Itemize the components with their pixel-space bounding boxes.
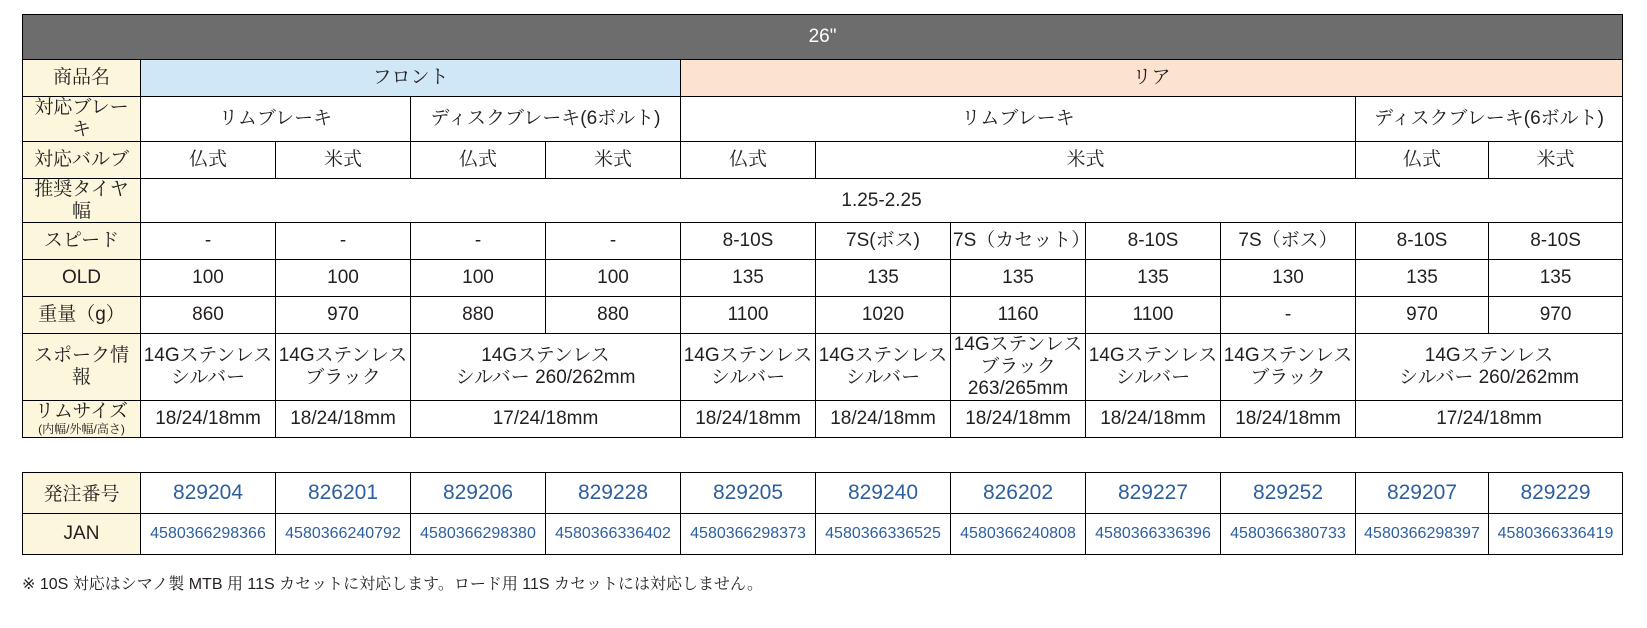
brake-rear-rim: リムブレーキ (681, 97, 1356, 142)
row-label-rim-size-sub: (内幅/外幅/高さ) (38, 422, 125, 437)
rim-size-cell: 18/24/18mm (276, 400, 411, 437)
row-label-brake: 対応ブレーキ (23, 97, 141, 142)
jan-cell: 4580366240808 (951, 513, 1086, 554)
order-no-cell: 826201 (276, 472, 411, 513)
valve-cell: 仏式 (681, 141, 816, 178)
weight-cell: 1020 (816, 297, 951, 334)
row-label-weight: 重量（g） (23, 297, 141, 334)
rim-size-cell: 18/24/18mm (951, 400, 1086, 437)
valve-cell: 米式 (276, 141, 411, 178)
speed-cell: 7S（ボス） (1221, 223, 1356, 260)
jan-cell: 4580366298366 (141, 513, 276, 554)
spoke-row (23, 334, 1623, 401)
row-label-product-name: 商品名 (23, 60, 141, 97)
speed-cell: 8-10S (1086, 223, 1221, 260)
old-cell: 135 (1356, 260, 1489, 297)
spoke-cell: 14Gステンレス ブラック (1221, 334, 1356, 401)
old-cell: 135 (1086, 260, 1221, 297)
rim-size-cell: 18/24/18mm (1221, 400, 1356, 437)
brake-front-rim: リムブレーキ (141, 97, 411, 142)
tire-width-row (23, 178, 1623, 223)
valve-cell: 仏式 (1356, 141, 1489, 178)
rim-size-cell: 18/24/18mm (681, 400, 816, 437)
valve-row (23, 141, 1623, 178)
rim-size-cell: 18/24/18mm (816, 400, 951, 437)
weight-row (23, 297, 1623, 334)
weight-cell: 970 (1489, 297, 1623, 334)
spoke-cell: 14Gステンレス ブラック (276, 334, 411, 401)
valve-cell: 仏式 (411, 141, 546, 178)
speed-cell: - (276, 223, 411, 260)
rim-size-cell: 17/24/18mm (1356, 400, 1623, 437)
rim-size-cell: 18/24/18mm (1086, 400, 1221, 437)
speed-cell: - (546, 223, 681, 260)
valve-cell: 米式 (816, 141, 1356, 178)
valve-cell: 仏式 (141, 141, 276, 178)
order-no-cell: 829227 (1086, 472, 1221, 513)
weight-cell: 1100 (1086, 297, 1221, 334)
order-no-cell: 826202 (951, 472, 1086, 513)
row-label-tire-width: 推奨タイヤ幅 (23, 178, 141, 223)
weight-cell: - (1221, 297, 1356, 334)
old-cell: 135 (951, 260, 1086, 297)
speed-cell: - (141, 223, 276, 260)
jan-row (23, 513, 1623, 554)
product-name-row (23, 60, 1623, 97)
rim-size-row (23, 400, 1623, 437)
speed-cell: - (411, 223, 546, 260)
brake-rear-disc: ディスクブレーキ(6ボルト) (1356, 97, 1623, 142)
order-no-row (23, 472, 1623, 513)
old-cell: 100 (141, 260, 276, 297)
row-label-spoke: スポーク情報 (23, 334, 141, 401)
speed-cell: 8-10S (1489, 223, 1623, 260)
row-label-jan: JAN (23, 513, 141, 554)
row-label-rim-size-main: リムサイズ (34, 401, 129, 423)
row-label-rim-size (23, 400, 141, 437)
order-no-cell: 829252 (1221, 472, 1356, 513)
spoke-cell: 14Gステンレス シルバー (1086, 334, 1221, 401)
row-label-speed: スピード (23, 223, 141, 260)
jan-cell: 4580366336402 (546, 513, 681, 554)
old-cell: 100 (546, 260, 681, 297)
order-number-table (22, 472, 1623, 555)
weight-cell: 880 (546, 297, 681, 334)
order-no-cell: 829229 (1489, 472, 1623, 513)
spoke-cell: 14Gステンレス シルバー (141, 334, 276, 401)
valve-cell: 米式 (546, 141, 681, 178)
brake-front-disc: ディスクブレーキ(6ボルト) (411, 97, 681, 142)
speed-cell: 7S(ボス) (816, 223, 951, 260)
row-label-valve: 対応バルブ (23, 141, 141, 178)
tire-width-value: 1.25-2.25 (141, 178, 1623, 223)
old-row (23, 260, 1623, 297)
weight-cell: 860 (141, 297, 276, 334)
jan-cell: 4580366336419 (1489, 513, 1623, 554)
old-cell: 100 (276, 260, 411, 297)
jan-cell: 4580366240792 (276, 513, 411, 554)
spoke-cell: 14Gステンレス シルバー (681, 334, 816, 401)
old-cell: 135 (1489, 260, 1623, 297)
row-label-order-no: 発注番号 (23, 472, 141, 513)
jan-cell: 4580366298380 (411, 513, 546, 554)
jan-cell: 4580366336396 (1086, 513, 1221, 554)
jan-cell: 4580366336525 (816, 513, 951, 554)
order-no-cell: 829205 (681, 472, 816, 513)
specification-table (22, 14, 1623, 438)
weight-cell: 1100 (681, 297, 816, 334)
speed-row (23, 223, 1623, 260)
weight-cell: 970 (276, 297, 411, 334)
old-cell: 135 (816, 260, 951, 297)
spoke-cell: 14Gステンレス シルバー (816, 334, 951, 401)
weight-cell: 1160 (951, 297, 1086, 334)
spoke-cell: 14Gステンレス ブラック 263/265mm (951, 334, 1086, 401)
old-cell: 100 (411, 260, 546, 297)
order-no-cell: 829206 (411, 472, 546, 513)
speed-cell: 8-10S (1356, 223, 1489, 260)
order-no-cell: 829240 (816, 472, 951, 513)
valve-cell: 米式 (1489, 141, 1623, 178)
footnote: ※ 10S 対応はシマノ製 MTB 用 11S カセットに対応します。ロード用 11S カセットには対応しません。 (22, 575, 763, 593)
rim-size-cell: 17/24/18mm (411, 400, 681, 437)
spoke-cell: 14Gステンレス シルバー 260/262mm (1356, 334, 1623, 401)
speed-cell: 7S（カセット） (951, 223, 1086, 260)
page-title: 26" (23, 15, 1623, 60)
old-cell: 135 (681, 260, 816, 297)
order-no-cell: 829207 (1356, 472, 1489, 513)
old-cell: 130 (1221, 260, 1356, 297)
jan-cell: 4580366298373 (681, 513, 816, 554)
jan-cell: 4580366298397 (1356, 513, 1489, 554)
spoke-cell: 14Gステンレス シルバー 260/262mm (411, 334, 681, 401)
order-no-cell: 829204 (141, 472, 276, 513)
header-front: フロント (141, 60, 681, 97)
speed-cell: 8-10S (681, 223, 816, 260)
row-label-old: OLD (23, 260, 141, 297)
header-rear: リア (681, 60, 1623, 97)
jan-cell: 4580366380733 (1221, 513, 1356, 554)
order-no-cell: 829228 (546, 472, 681, 513)
weight-cell: 970 (1356, 297, 1489, 334)
size-title-row (23, 15, 1623, 60)
weight-cell: 880 (411, 297, 546, 334)
brake-row (23, 97, 1623, 142)
rim-size-cell: 18/24/18mm (141, 400, 276, 437)
